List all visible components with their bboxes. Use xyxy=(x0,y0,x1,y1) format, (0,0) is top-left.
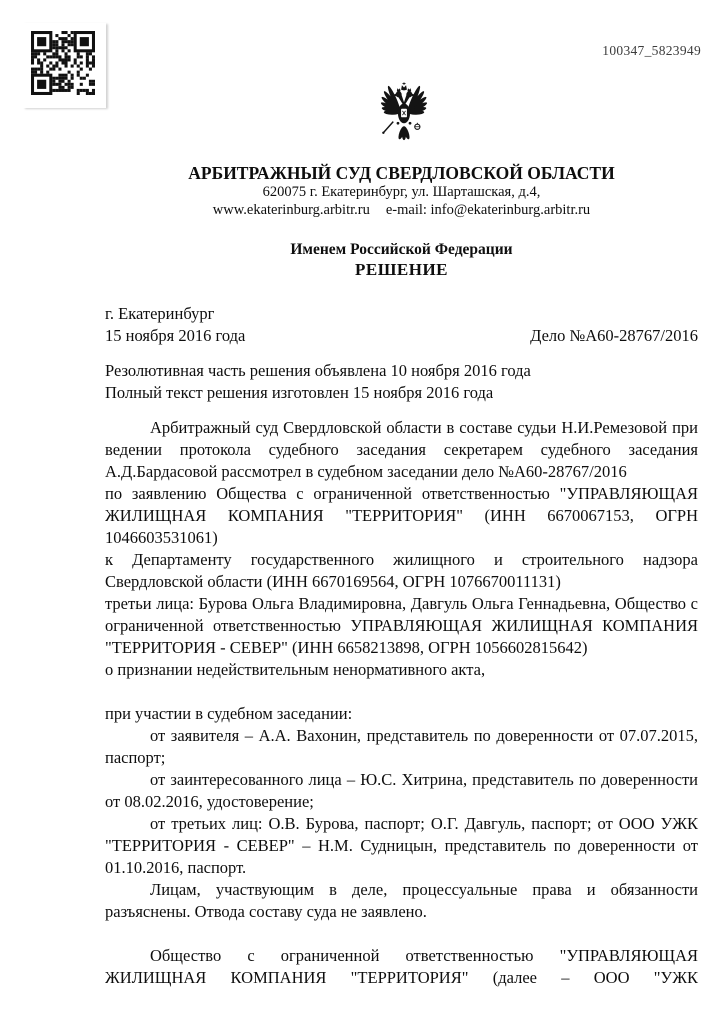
city-line: г. Екатеринбург xyxy=(105,304,215,323)
decision-date: 15 ноября 2016 года xyxy=(105,326,246,345)
in-the-name-line: Именем Российской Федерации xyxy=(290,241,513,258)
full-text-line: Полный текст решения изготовлен 15 ноября 2016 года xyxy=(105,383,494,402)
coat-of-arms-icon xyxy=(361,82,447,150)
court-name: АРБИТРАЖНЫЙ СУД СВЕРДЛОВСКОЙ ОБЛАСТИ xyxy=(188,163,615,183)
document-content xyxy=(105,163,698,989)
paragraph: Арбитражный суд Свердловской области в составе судьи Н.И.Ремезовой при ведении протокола судебного заседания секретарем судебного заседания А.Д.Бардасовой рассмотрел в судебном заседании дело №А60-28767/2016 xyxy=(105,418,698,481)
paragraph: от заинтересованного лица – Ю.С. Хитрина, представитель по доверенности от 08.02.2016, удостоверение; xyxy=(105,770,698,811)
paragraph: при участии в судебном заседании: xyxy=(105,704,353,723)
paragraph: от третьих лиц: О.В. Бурова, паспорт; О.Г. Давгуль, паспорт; от ООО УЖК "ТЕРРИТОРИЯ - СЕВЕР" – Н.М. Судницын, представитель по доверенности от 01.10.2016, паспорт. xyxy=(105,814,698,877)
paragraph: Лицам, участвующим в деле, процессуальные права и обязанности разъяснены. Отвода составу суда не заявлено. xyxy=(105,880,698,921)
court-address: 620075 г. Екатеринбург, ул. Шарташская, д.4, xyxy=(262,184,541,200)
date-case-row xyxy=(105,325,698,347)
court-contacts xyxy=(105,202,698,220)
qr-code xyxy=(23,23,106,108)
paragraph: третьи лица: Бурова Ольга Владимировна, Давгуль Ольга Геннадьевна, Общество с ограниченной ответственностью УПРАВЛЯЮЩАЯ ЖИЛИЩНАЯ КОМПАНИЯ "ТЕРРИТОРИЯ - СЕВЕР" (ИНН 6658213898, ОГРН 1056602815642) xyxy=(105,594,698,657)
paragraph: от заявителя – А.А. Вахонин, представитель по доверенности от 07.07.2015, паспорт; xyxy=(105,726,698,767)
decision-title: РЕШЕНИЕ xyxy=(354,260,448,279)
resolutive-part-line: Резолютивная часть решения объявлена 10 ноября 2016 года xyxy=(105,361,531,380)
court-email: e-mail: info@ekaterinburg.arbitr.ru xyxy=(385,201,591,218)
paragraph-spacer xyxy=(105,923,698,945)
document-id: 100347_5823949 xyxy=(602,43,701,58)
court-website: www.ekaterinburg.arbitr.ru xyxy=(212,201,370,218)
paragraph: по заявлению Общества с ограниченной ответственностью "УПРАВЛЯЮЩАЯ ЖИЛИЩНАЯ КОМПАНИЯ "ТЕРРИТОРИЯ" (ИНН 6670067153, ОГРН 1046603531061) xyxy=(105,484,698,547)
paragraph: о признании недействительным ненормативного акта, xyxy=(105,660,486,679)
case-number: Дело №А60-28767/2016 xyxy=(530,326,698,345)
paragraph-spacer xyxy=(105,681,698,703)
document-body xyxy=(105,417,698,989)
paragraph: к Департаменту государственного жилищного и строительного надзора Свердловской области (ИНН 6670169564, ОГРН 1076670011131) xyxy=(105,550,698,591)
paragraph: Общество с ограниченной ответственностью "УПРАВЛЯЮЩАЯ ЖИЛИЩНАЯ КОМПАНИЯ "ТЕРРИТОРИЯ" (далее – ООО "УЖК xyxy=(105,946,698,987)
